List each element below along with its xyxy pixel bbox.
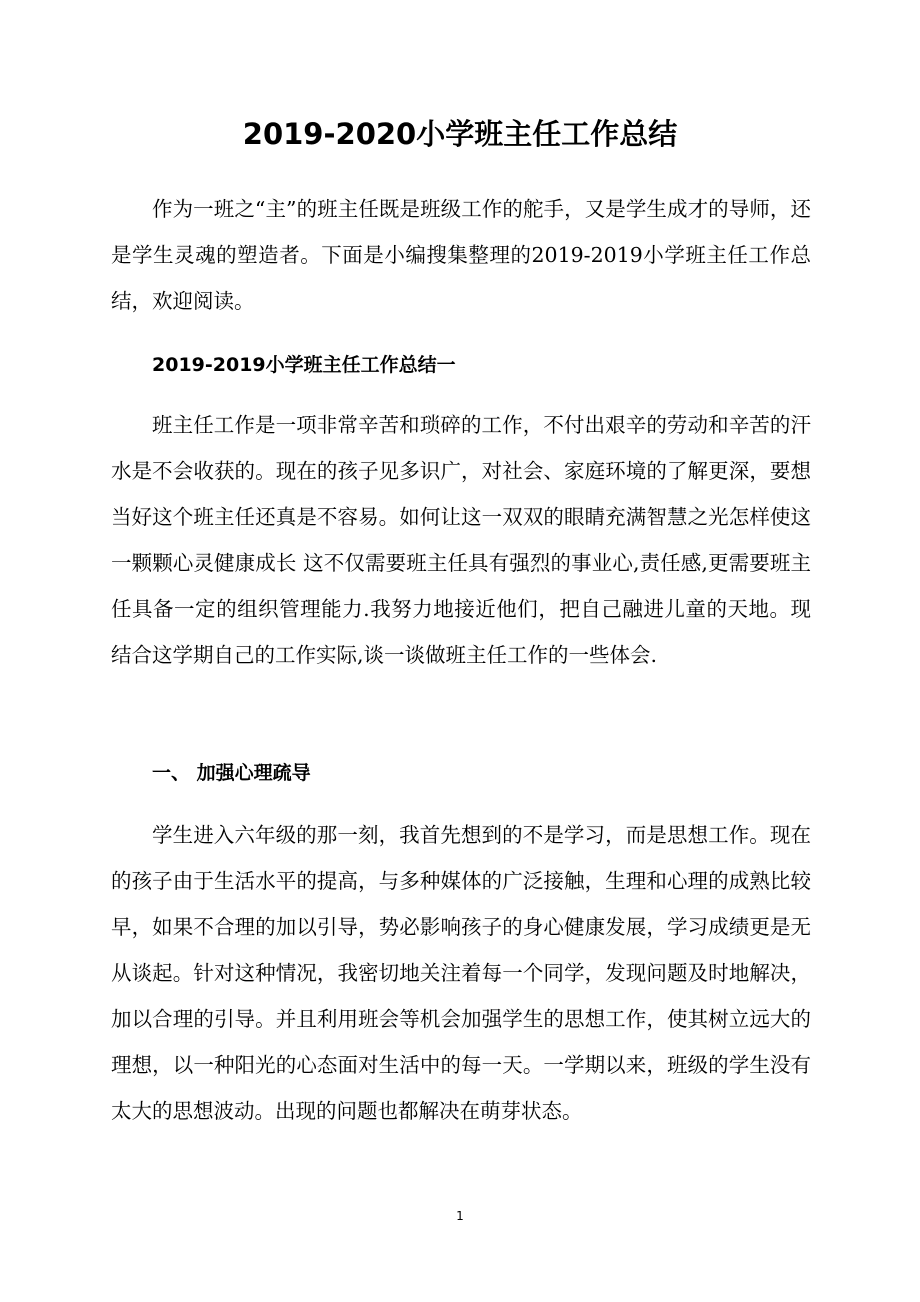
section-heading: 2019-2019小学班主任工作总结一 <box>152 354 456 376</box>
body-paragraph-3: 学生进入六年级的那一刻，我首先想到的不是学习，而是思想工作。现在的孩子由于生活水平的提高，与多种媒体的广泛接触，生理和心理的成熟比较早，如果不合理的加以引导，势必影响孩子的身心健康发展，学习成绩更是无从谈起。针对这种情况，我密切地关注着每一个同学，发现问题及时地解决，加以合理的引导。并且利用班会等机会加强学生的思想工作，使其树立远大的理想，以一种阳光的心态面对生活中的每一天。一学期以来，班级的学生没有太大的思想波动。出现的问题也都解决在萌芽状态。 <box>111 823 811 1123</box>
page-number: 1 <box>456 1209 464 1223</box>
intro-paragraph: 作为一班之“主”的班主任既是班级工作的舵手，又是学生成才的导师，还是学生灵魂的塑造者。下面是小编搜集整理的2019-2019小学班主任工作总结，欢迎阅读。 <box>111 197 811 313</box>
body-paragraph-2: 班主任工作是一项非常辛苦和琐碎的工作，不付出艰辛的劳动和辛苦的汗水是不会收获的。现在的孩子见多识广，对社会、家庭环境的了解更深，要想当好这个班主任还真是不容易。如何让这一双双的眼睛充满智慧之光怎样使这一颗颗心灵健康成长 这不仅需要班主任具有强烈的事业心,责任感,更需要班主任具备一定的组织管理能力.我努力地接近他们，把自己融进儿童的天地。现结合这学期自己的工作实际,谈一谈做班主任工作的一些体会. <box>111 413 811 667</box>
document-title: 2019-2020小学班主任工作总结 <box>242 117 678 151</box>
subheading-psychological-guidance: 一、 加强心理疏导 <box>152 762 311 784</box>
